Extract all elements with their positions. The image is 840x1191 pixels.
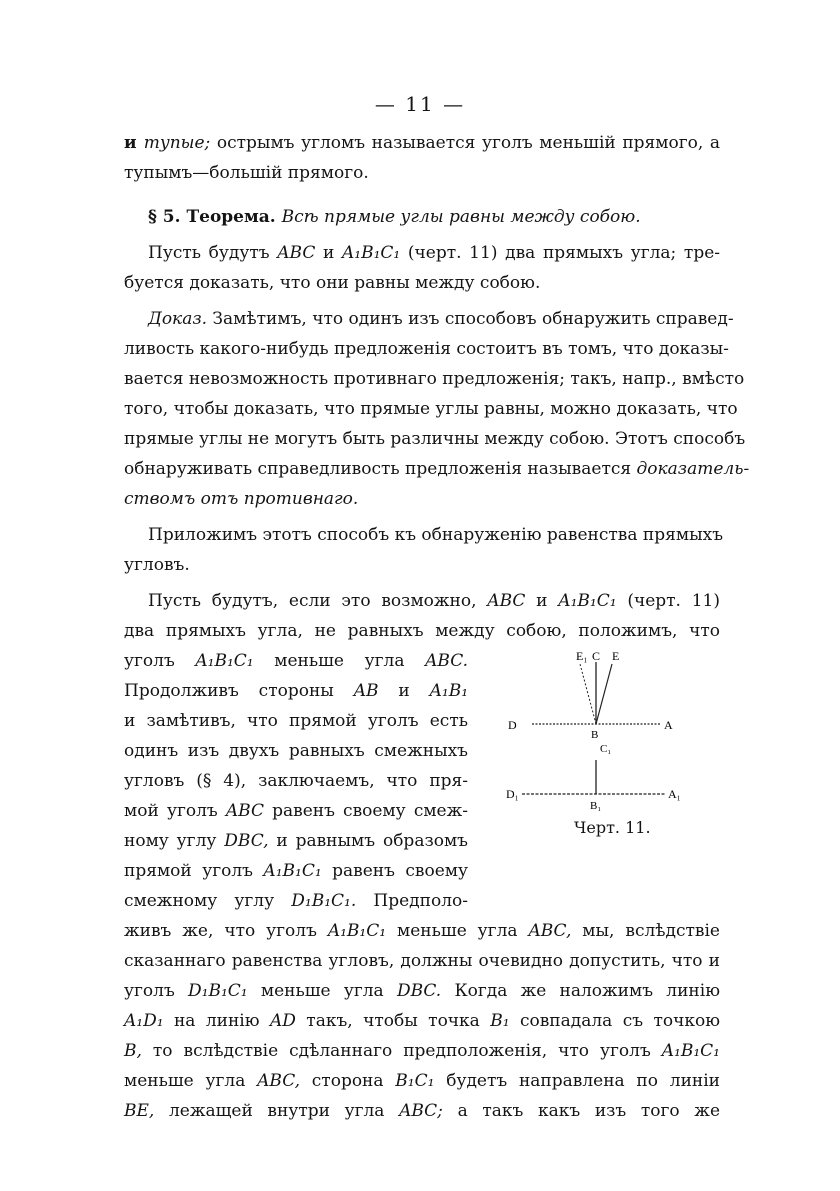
text-line [124,946,720,976]
text-line [124,736,468,766]
text-line [124,766,468,796]
label-b: B [591,729,599,741]
text-line [124,550,720,580]
text-segment: B₁ [490,1011,510,1031]
text-segment: B, [124,1041,142,1061]
text-line [124,364,745,394]
text-segment: вается невозможность противнаго предложенія; такъ, напр., вмѣсто [124,369,745,389]
text-segment: Доказ. [148,309,208,329]
text-segment: D₁B₁C₁ [188,981,248,1001]
text-segment: A₁B₁C₁ [342,243,401,263]
text-segment: а такъ какъ изъ того же [442,1101,721,1121]
text-line [124,1006,720,1036]
text-segment: на линію [163,1011,270,1031]
text-line [124,484,720,514]
text-segment: Пусть будутъ, если это возможно, [148,591,488,611]
page-number: — 11 — [374,92,466,116]
text-line [148,520,724,550]
text-segment: меньше угла [124,1071,258,1091]
text-segment: обнаруживать справедливость предложенія называется [124,459,637,479]
text-segment: ABC, [257,1071,301,1091]
text-segment: ABC [225,801,264,821]
text-line [148,304,734,334]
text-segment: Замѣтимъ, что одинъ изъ способовъ обнаружить справед- [207,309,734,329]
text-segment: и [124,133,144,153]
text-line [124,334,729,364]
label-e: E [612,649,620,663]
text-segment: равенъ своему [321,861,468,881]
text-segment: ABC; [399,1101,443,1121]
label-c1: C₁ [600,743,612,755]
text-segment: Продолживъ стороны [124,681,354,701]
text-line [124,826,468,856]
text-segment: равенъ своему смеж- [263,801,469,821]
text-segment: меньше угла [247,981,397,1001]
text-segment: острымъ угломъ называется уголъ меньшій прямого, а [210,133,720,153]
text-line [124,394,738,424]
text-line [124,128,720,158]
text-segment: тупымъ—большій прямого. [124,163,369,183]
text-segment: лежащей внутри угла [154,1101,400,1121]
text-segment: A₁B₁C₁ [263,861,322,881]
text-segment: и замѣтивъ, что прямой уголъ есть [124,711,468,731]
text-line [124,796,468,826]
text-line [148,586,720,616]
text-segment: Предполо- [356,891,468,911]
text-segment: доказатель- [636,459,750,479]
text-segment: живъ же, что уголъ [124,921,328,941]
text-segment: BE, [124,1101,155,1121]
text-segment: § 5. Теорема. [148,207,282,227]
text-line [124,856,468,886]
text-segment: и [525,591,559,611]
text-segment: прямой уголъ [124,861,264,881]
text-segment: угловъ. [124,555,190,575]
text-line [124,916,720,946]
text-segment: Приложимъ этотъ способъ къ обнаруженію равенства прямыхъ [148,525,724,545]
text-segment: меньше угла [253,651,426,671]
label-a: A [664,718,673,732]
text-segment: ABC, [528,921,572,941]
label-d1: D₁ [506,787,519,801]
text-segment: A₁B₁C₁ [558,591,617,611]
text-line [124,976,720,1006]
text-segment: уголъ [124,651,196,671]
line-be [596,664,612,724]
label-e1: E₁ [576,649,588,663]
text-line [124,454,750,484]
text-line [124,886,468,916]
text-line [124,158,720,188]
text-segment: сказаннаго равенства угловъ, должны очевидно допустить, что и [124,951,720,971]
label-a1: A₁ [668,787,681,801]
text-segment: смежному углу [124,891,292,911]
text-line [124,1096,720,1126]
text-segment: (черт. 11) [616,591,720,611]
text-segment: Когда же наложимъ линію [441,981,720,1001]
text-segment: A₁B₁C₁ [195,651,254,671]
text-segment: угловъ (§ 4), заключаемъ, что пря- [124,771,468,791]
line-be1 [580,664,596,724]
text-segment: D₁B₁C₁. [291,891,357,911]
label-c: C [592,649,601,663]
text-segment: сторона [300,1071,396,1091]
text-segment: и [378,681,430,701]
text-segment: Пусть будутъ [148,243,278,263]
text-segment: прямые углы не могутъ быть различны между собою. Этотъ способъ [124,429,746,449]
text-segment: будетъ направлена по линіи [434,1071,720,1091]
text-segment: ному углу [124,831,225,851]
text-segment: и [315,243,343,263]
text-segment: меньше угла [386,921,529,941]
text-segment: A₁B₁C₁ [661,1041,720,1061]
text-segment: ABC. [425,651,468,671]
text-line [124,1066,720,1096]
text-segment: того, чтобы доказать, что прямые углы равны, можно доказать, что [124,399,738,419]
text-line [148,238,720,268]
text-segment: ливость какого-нибудь предложенія состоитъ въ томъ, что доказы- [124,339,729,359]
figure-caption: Черт. 11. [574,818,651,837]
text-segment: DBC. [396,981,442,1001]
text-segment: A₁D₁ [124,1011,164,1031]
text-segment: B₁C₁ [395,1071,435,1091]
text-line [124,706,468,736]
text-segment: AB [353,681,379,701]
label-d: D [508,718,517,732]
text-segment: то вслѣдствіе сдѣланнаго предположенія, что уголъ [141,1041,662,1061]
text-segment: и равнымъ образомъ [268,831,468,851]
text-segment: такъ, чтобы точка [295,1011,491,1031]
text-segment: уголъ [124,981,189,1001]
text-segment: DBC, [224,831,269,851]
text-segment: Всѣ прямые углы равны между собою. [281,207,641,227]
text-segment: ABC [277,243,316,263]
text-segment: тупые; [143,133,211,153]
text-segment: два прямыхъ угла, не равныхъ между собою, положимъ, что [124,621,720,641]
text-segment: (черт. 11) два прямыхъ угла; тре- [400,243,721,263]
text-segment: ствомъ отъ противнаго. [124,489,359,509]
text-line [124,676,468,706]
text-line [124,1036,720,1066]
text-segment: ABC [487,591,526,611]
text-segment: AD [269,1011,296,1031]
text-line [124,268,720,298]
text-segment: буется доказать, что они равны между собою. [124,273,541,293]
text-segment: A₁B₁C₁ [327,921,387,941]
text-segment: A₁B₁ [429,681,469,701]
text-segment: мы, вслѣдствіе [571,921,720,941]
text-line [124,424,746,454]
label-b1: B₁ [590,800,602,812]
text-segment: мой уголъ [124,801,226,821]
text-line [148,202,720,232]
text-segment: совпадала съ точкою [509,1011,721,1031]
text-segment: одинъ изъ двухъ равныхъ смежныхъ [124,741,468,761]
text-line [124,646,468,676]
